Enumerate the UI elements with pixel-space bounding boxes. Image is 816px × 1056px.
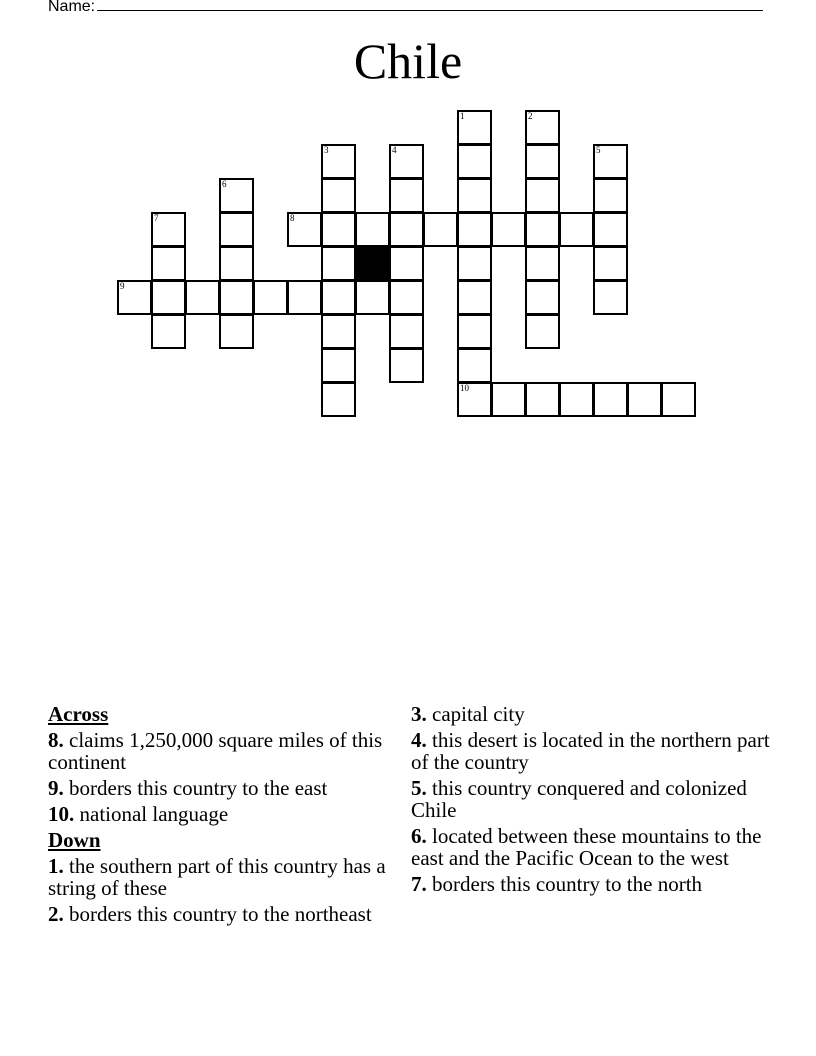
grid-cell[interactable]	[525, 314, 560, 349]
clue-number: 7.	[411, 872, 427, 896]
grid-cell[interactable]	[253, 280, 288, 315]
cell-number: 5	[596, 145, 601, 155]
grid-cell[interactable]	[559, 382, 594, 417]
grid-cell[interactable]	[321, 178, 356, 213]
grid-cell[interactable]	[525, 178, 560, 213]
grid-cell[interactable]	[389, 348, 424, 383]
cell-number: 2	[528, 111, 533, 121]
grid-cell[interactable]	[457, 314, 492, 349]
cell-number: 3	[324, 145, 329, 155]
grid-cell[interactable]	[423, 212, 458, 247]
grid-cell[interactable]	[389, 212, 424, 247]
grid-cell[interactable]	[389, 178, 424, 213]
cell-number: 7	[154, 213, 159, 223]
grid-cell[interactable]	[219, 280, 254, 315]
grid-cell[interactable]	[457, 178, 492, 213]
cell-number: 8	[290, 213, 295, 223]
grid-cell[interactable]	[321, 246, 356, 281]
grid-cell[interactable]	[593, 212, 628, 247]
clue-text: this desert is located in the northern part of the country	[411, 728, 770, 774]
clues-column-right	[411, 703, 771, 899]
grid-cell[interactable]	[457, 246, 492, 281]
grid-cell[interactable]	[389, 246, 424, 281]
grid-cell[interactable]	[525, 212, 560, 247]
clue-text: borders this country to the northeast	[69, 902, 372, 926]
grid-cell[interactable]	[593, 178, 628, 213]
cell-number: 4	[392, 145, 397, 155]
clue-down-3	[411, 703, 771, 725]
grid-cell[interactable]	[593, 280, 628, 315]
grid-cell[interactable]	[151, 212, 186, 247]
grid-cell[interactable]	[457, 110, 492, 145]
grid-cell[interactable]	[593, 382, 628, 417]
clue-number: 5.	[411, 776, 427, 800]
clue-number: 8.	[48, 728, 64, 752]
clue-text: the southern part of this country has a string of these	[48, 854, 386, 900]
grid-cell[interactable]	[593, 144, 628, 179]
clue-across-9	[48, 777, 388, 799]
grid-cell[interactable]	[491, 212, 526, 247]
clue-down-4	[411, 729, 771, 773]
grid-cell[interactable]	[491, 382, 526, 417]
grid-cell[interactable]	[321, 382, 356, 417]
cell-number: 1	[460, 111, 465, 121]
clue-text: claims 1,250,000 square miles of this continent	[48, 728, 383, 774]
clue-across-8	[48, 729, 388, 773]
clues-column-left	[48, 703, 388, 929]
grid-cell[interactable]	[525, 110, 560, 145]
grid-cell[interactable]	[219, 212, 254, 247]
cell-number: 6	[222, 179, 227, 189]
clue-down-5	[411, 777, 771, 821]
grid-cell[interactable]	[457, 348, 492, 383]
grid-cell[interactable]	[355, 280, 390, 315]
grid-cell[interactable]	[321, 212, 356, 247]
grid-cell[interactable]	[321, 314, 356, 349]
clue-down-6	[411, 825, 771, 869]
grid-cell[interactable]	[457, 212, 492, 247]
grid-cell[interactable]	[389, 280, 424, 315]
grid-cell[interactable]	[457, 280, 492, 315]
clue-down-7	[411, 873, 771, 895]
grid-cell[interactable]	[525, 144, 560, 179]
cell-number: 9	[120, 281, 125, 291]
blocked-cell	[355, 246, 390, 281]
grid-cell[interactable]	[389, 314, 424, 349]
grid-cell[interactable]	[219, 178, 254, 213]
grid-cell[interactable]	[287, 212, 322, 247]
name-blank[interactable]	[97, 0, 763, 11]
grid-cell[interactable]	[627, 382, 662, 417]
clue-text: borders this country to the north	[432, 872, 703, 896]
grid-cell[interactable]	[661, 382, 696, 417]
clue-number: 10.	[48, 802, 75, 826]
clue-down-2	[48, 903, 388, 925]
name-label: Name:	[48, 0, 96, 15]
clue-down-1	[48, 855, 388, 899]
clue-number: 2.	[48, 902, 64, 926]
grid-cell[interactable]	[287, 280, 322, 315]
grid-cell[interactable]	[219, 246, 254, 281]
name-line	[48, 0, 763, 16]
grid-cell[interactable]	[593, 246, 628, 281]
clue-number: 1.	[48, 854, 64, 878]
grid-cell[interactable]	[389, 144, 424, 179]
clue-number: 4.	[411, 728, 427, 752]
across-heading: Across	[48, 702, 109, 726]
grid-cell[interactable]	[151, 314, 186, 349]
clue-across-10	[48, 803, 388, 825]
grid-cell[interactable]	[321, 348, 356, 383]
grid-cell[interactable]	[219, 314, 254, 349]
cell-number: 10	[460, 383, 469, 393]
grid-cell[interactable]	[559, 212, 594, 247]
grid-cell[interactable]	[525, 246, 560, 281]
grid-cell[interactable]	[355, 212, 390, 247]
grid-cell[interactable]	[151, 280, 186, 315]
clue-text: located between these mountains to the east and the Pacific Ocean to the west	[411, 824, 762, 870]
clue-text: this country conquered and colonized Chile	[411, 776, 747, 822]
clue-number: 6.	[411, 824, 427, 848]
grid-cell[interactable]	[457, 382, 492, 417]
clue-number: 3.	[411, 702, 427, 726]
clue-text: capital city	[432, 702, 525, 726]
grid-cell[interactable]	[321, 280, 356, 315]
grid-cell[interactable]	[185, 280, 220, 315]
grid-cell[interactable]	[151, 246, 186, 281]
grid-cell[interactable]	[117, 280, 152, 315]
puzzle-title: Chile	[353, 33, 463, 89]
clue-text: borders this country to the east	[69, 776, 328, 800]
clue-text: national language	[79, 802, 229, 826]
grid-cell[interactable]	[525, 280, 560, 315]
clue-number: 9.	[48, 776, 64, 800]
grid-cell[interactable]	[321, 144, 356, 179]
grid-cell[interactable]	[457, 144, 492, 179]
grid-cell[interactable]	[525, 382, 560, 417]
down-heading: Down	[48, 828, 101, 852]
